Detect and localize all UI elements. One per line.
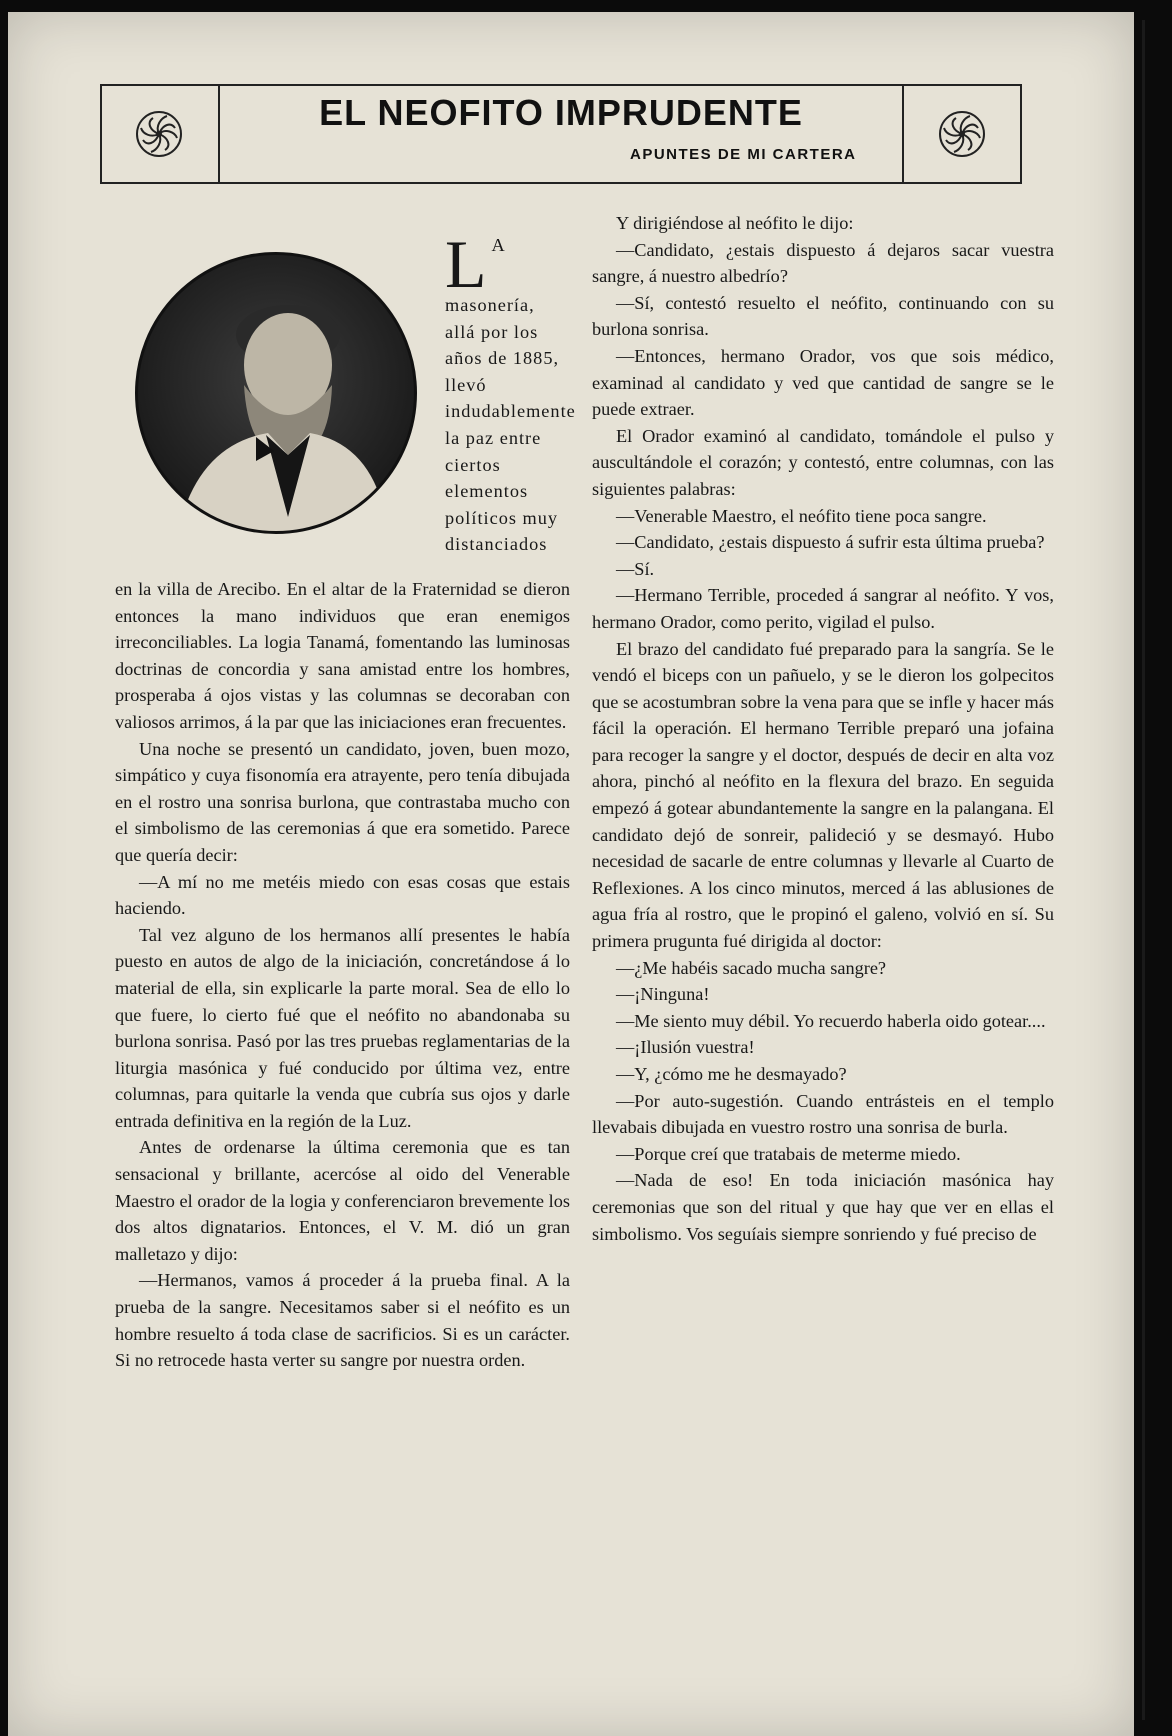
paragraph: —Candidato, ¿estais dispuesto á dejaros sacar vuestra sangre, á nuestro albedrío? [592, 239, 1054, 287]
paragraph: —Hermanos, vamos á proceder á la prueba final. A la prueba de la sangre. Necesitamos saber si el neófito es un hombre resuelto á toda clase de sacrificios. Si es un carácter. Si no retrocede hasta verter su sangre por nuestra orden. [115, 1270, 570, 1371]
paragraph: —Me siento muy débil. Yo recuerdo haberla oido gotear.... [616, 1010, 1046, 1031]
paragraph: en la villa de Arecibo. En el altar de la Fraternidad se dieron entonces la mano individuos que eran enemigos irreconciliables. La logia Tanamá, fomentando las luminosas doctrinas de concordia y sana amistad entre los hombres, prosperaba á ojos vistas y las columnas se decoraban con valiosos arrimos, á la par que las iniciaciones eran frecuentes. [115, 579, 570, 732]
intro-text: A masonería, allá por los años de 1885, llevó indudablemente la paz entre ciertos elementos políticos muy distanciados [445, 235, 576, 555]
paragraph: El Orador examinó al candidato, tomándole el pulso y auscultándole el corazón; y contestó, entre columnas, con las siguientes palabras: [592, 425, 1054, 499]
drop-cap: L [445, 226, 488, 302]
paragraph: —¡Ninguna! [616, 984, 710, 1005]
author-portrait [135, 252, 417, 534]
portrait-figure-icon [138, 255, 414, 531]
binding-edge [1142, 20, 1145, 1720]
article-header [100, 84, 1022, 184]
paragraph: —Sí. [616, 558, 655, 579]
paragraph: —Nada de eso! En toda iniciación masónica hay ceremonias que son del ritual y que hay que ver en ellas el simbolismo. Vos seguíais siempre sonriendo y fué preciso de [592, 1170, 1054, 1244]
paragraph: —Por auto-sugestión. Cuando entrásteis en el templo llevabais dibujada en vuestro rostro una sonrisa de burla. [592, 1090, 1054, 1138]
paragraph: —Candidato, ¿estais dispuesto á sufrir esta última prueba? [616, 532, 1045, 553]
paragraph: —Sí, contestó resuelto el neófito, continuando con su burlona sonrisa. [592, 292, 1054, 340]
paragraph: —Porque creí que tratabais de meterme miedo. [616, 1143, 961, 1164]
paragraph: —Entonces, hermano Orador, vos que sois médico, examinad al candidato y ved que cantidad de sangre se le puede extraer. [592, 345, 1054, 420]
paragraph: Antes de ordenarse la última ceremonia que es tan sensacional y brillante, acercóse al oido del Venerable Maestro el orador de la logia y conferenciaron brevemente los dos altos dignatarios. Entonces, el V. M. dió un gran malletazo y dijo: [115, 1137, 570, 1264]
article-title: EL NEOFITO IMPRUDENTE [319, 92, 803, 133]
right-column [592, 210, 1054, 1247]
article-subtitle: APUNTES DE MI CARTERA [630, 146, 857, 163]
paragraph: El brazo del candidato fué preparado para la sangría. Se le vendó el biceps con un pañuelo, y se le dieron los golpecitos que se acostumbran sobre la vena para que se infle y hacer más fácil la operación. El hermano Terrible preparó una jofaina para recoger la sangre y el doctor, después de decir en alta voz ahora, pinchó al neófito en la flexura del brazo. En seguida empezó á gotear abundantemente la sangre en la palangana. El candidato dejó de sonreir, palideció y se desmayó. Hubo necesidad de sacarle de entre columnas y llevarle al Cuarto de Reflexiones. A los cinco minutos, merced á las ablusiones de agua fría al rostro, que le propinó el galeno, volvió en sí. Su primera prugunta fué dirigida al doctor: [592, 638, 1054, 952]
paragraph: —Hermano Terrible, proceded á sangrar al neófito. Y vos, hermano Orador, como perito, vigilad el pulso. [592, 585, 1054, 632]
rosette-ornament-right-icon [938, 110, 986, 158]
paragraph: —Venerable Maestro, el neófito tiene poca sangre. [616, 505, 987, 526]
paragraph: —Y, ¿cómo me he desmayado? [616, 1064, 847, 1084]
paragraph: —¿Me habéis sacado mucha sangre? [616, 957, 887, 978]
paragraph: Y dirigiéndose al neófito le dijo: [616, 213, 854, 233]
paragraph: Tal vez alguno de los hermanos allí presentes le había puesto en autos de algo de la iniciación, concretándose á lo material de ella, sin explicarle la parte moral. Sea de ello lo que fuere, lo cierto fué que el neófito no abandonaba su burlona sonrisa. Pasó por las tres pruebas reglamentarias de la liturgia masónica y fué conducido por última vez, entre columnas, para quitarle la venda que cubría sus ojos y darle entrada definitiva en la región de la Luz. [115, 924, 570, 1131]
left-column [115, 576, 570, 1374]
intro-paragraph [445, 226, 576, 558]
paragraph: —¡Ilusión vuestra! [616, 1037, 755, 1058]
paragraph: Una noche se presentó un candidato, joven, buen mozo, simpático y cuya fisonomía era atrayente, pero tenía dibujada en el rostro una sonrisa burlona, que contrastaba mucho con el simbolismo de las ceremonias á que era sometido. Parece que quería decir: [115, 738, 570, 865]
paragraph: —A mí no me metéis miedo con esas cosas que estais haciendo. [115, 871, 570, 919]
